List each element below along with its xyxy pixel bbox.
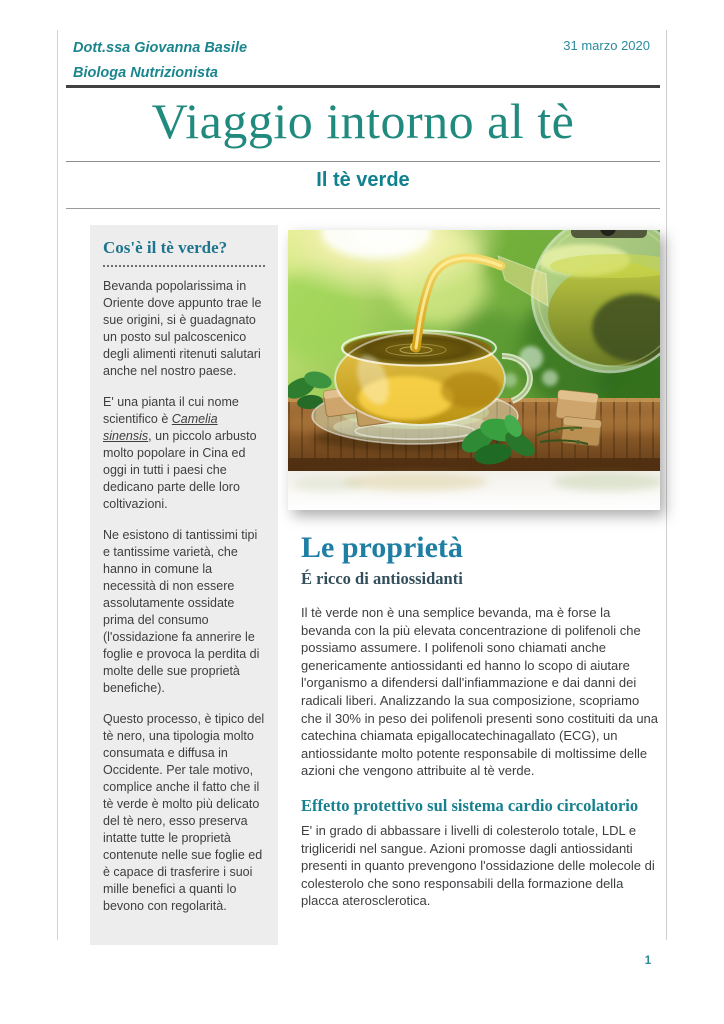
sidebar-paragraph-4: Questo processo, è tipico del tè nero, una tipologia molto consumata e diffusa in Occidente. Per tale motivo, complice anche il fatto che il tè verde è molto più delicato del tè nero, esso preserva intatte tutte le proprietà contenute nelle sue foglie ed è capace di trasferire i suoi mille benefici a quanti lo bevono con regolarità. xyxy=(103,712,265,913)
species-post-text: , un piccolo arbusto molto popolare in Cina ed oggi in tutti i paesi che dedicano parte delle loro coltivazioni. xyxy=(103,429,257,511)
species-name: Camelia sinensis xyxy=(103,412,218,443)
section-body-antiossidanti: Il tè verde non è una semplice bevanda, ma è forse la bevanda con la più elevata concentrazione di polifenoli che possiamo assumere. I polifenoli sono chiamati anche genericamente antiossidanti ed hanno lo scopo di aiutare l'organismo a difendersi dall'infiammazione e dai danni dei radicali liberi. Analizzando la sua composizione, scopriamo che il 30% in peso dei polifenoli presenti sono costituiti da una catechina chiamata epigallocatechinagallato (ECG), un antiossidante molto potente responsabile di moltissime delle azioni che vengono attribuite al tè verde. xyxy=(301,605,659,779)
title-divider xyxy=(66,161,660,162)
table-reflection xyxy=(288,471,660,510)
sidebar xyxy=(90,225,278,945)
dotted-divider xyxy=(103,265,265,267)
sidebar-paragraph-2 xyxy=(103,394,265,513)
author-name: Dott.ssa Giovanna Basile xyxy=(73,40,248,56)
species-pre-text: E' una pianta il cui nome scientifico è xyxy=(103,395,239,426)
section-title-proprieta: Le proprietà xyxy=(301,531,463,564)
section-body-effetto-protettivo: E' in grado di abbassare i livelli di colesterolo totale, LDL e trigliceridi nel sangue. Azioni promosse dagli antiossidanti presenti in quanto prevengono l'ossidazione delle molecole di colesterolo che sono responsabili della formazione della placca aterosclerotica. xyxy=(301,823,655,909)
section-title-effetto-protettivo: Effetto protettivo sul sistema cardio circolatorio xyxy=(301,796,639,815)
tea-photo-illustration xyxy=(288,230,660,510)
sidebar-paragraph-1: Bevanda popolarissima in Oriente dove appunto trae le sue origini, si è guadagnato un posto sul palcoscenico degli alimenti ritenuti salutari anche nel nostro paese. xyxy=(103,279,262,378)
tea-photo xyxy=(288,230,660,510)
page-number: 1 xyxy=(644,955,652,967)
page-subtitle: Il tè verde xyxy=(316,169,410,191)
page-title: Viaggio intorno al tè xyxy=(151,93,575,149)
subtitle-divider xyxy=(66,208,660,209)
author-block xyxy=(73,36,247,86)
author-role: Biologa Nutrizionista xyxy=(73,65,218,81)
sidebar-paragraph-3: Ne esistono di tantissimi tipi e tantissime varietà, che hanno in comune la necessità di non essere assolutamente ossidate prima del consumo (l'ossidazione fa annerire le foglie e provoca la perdita di molte delle sue proprietà benefiche). xyxy=(103,528,260,695)
section-subtitle-antiossidanti: É ricco di antiossidanti xyxy=(301,569,463,588)
header-divider xyxy=(66,85,660,88)
sidebar-heading: Cos'è il tè verde? xyxy=(103,238,228,257)
document-date: 31 marzo 2020 xyxy=(563,38,650,53)
